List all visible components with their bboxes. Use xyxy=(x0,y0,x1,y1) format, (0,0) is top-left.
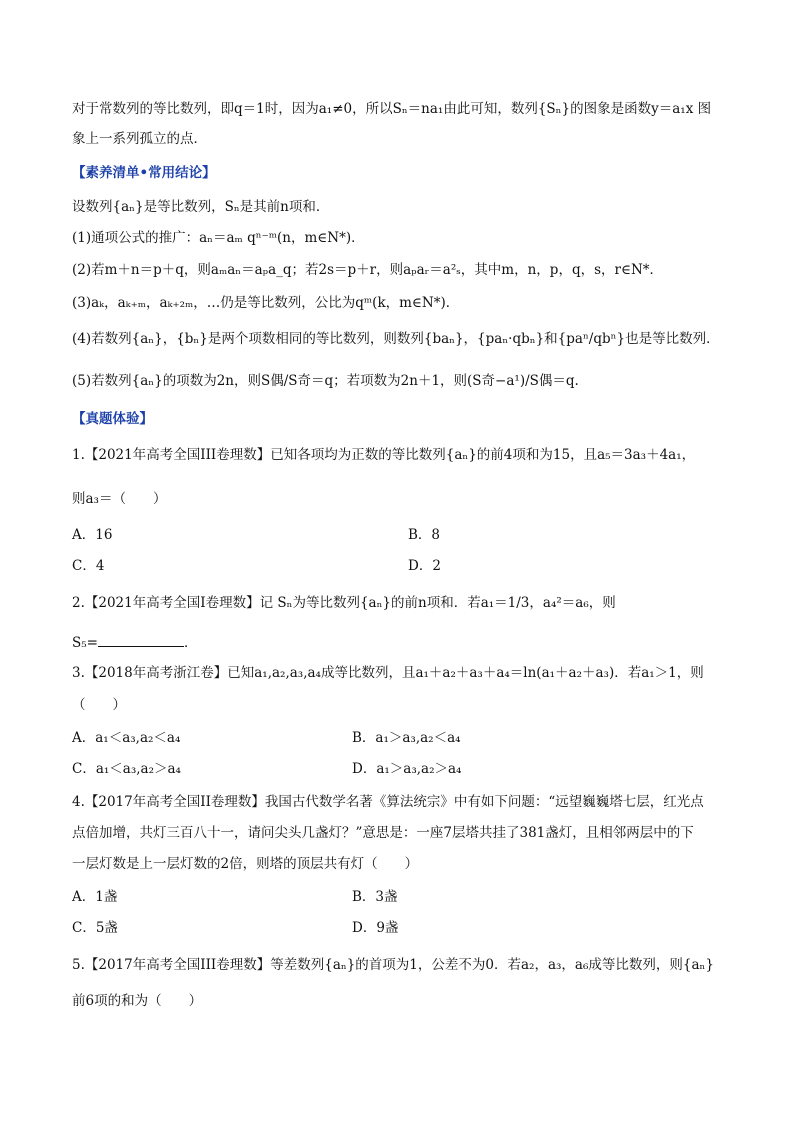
q5-stem-line-2: 前6项的和为（ ） xyxy=(72,993,203,1009)
q2-s5-label: S₅= xyxy=(72,635,98,651)
conclusion-item-5: (5)若数列{aₙ}的项数为2n，则S偶/S奇＝q；若项数为2n＋1，则(S奇−a¹)/S偶＝q. xyxy=(72,373,579,389)
q1-option-b[interactable]: B．8 xyxy=(408,527,441,543)
q4-option-d[interactable]: D．9盏 xyxy=(352,920,399,936)
q3-option-a[interactable]: A．a₁＜a₃,a₂＜a₄ xyxy=(72,730,181,746)
intro-line-1: 对于常数列的等比数列，即q＝1时，因为a₁≠0，所以Sₙ＝na₁由此可知，数列{Sₙ}的图象是函数y＝a₁x 图 xyxy=(72,101,712,117)
q4-option-c[interactable]: C．5盏 xyxy=(72,920,118,936)
section-header-conclusions: 【素养清单•常用结论】 xyxy=(72,165,216,181)
q2-stem-line-2 xyxy=(72,634,197,652)
q1-stem-line-1: 1.【2021年高考全国III卷理数】已知各项均为正数的等比数列{aₙ}的前4项和为15，且a₅＝3a₃＋4a₁， xyxy=(72,447,696,463)
section-header-exams: 【真题体验】 xyxy=(72,411,153,427)
q4-option-a[interactable]: A．1盏 xyxy=(72,889,118,905)
conclusion-item-4: (4)若数列{aₙ}，{bₙ}是两个项数相同的等比数列，则数列{baₙ}，{paₙ·qbₙ}和{paⁿ/qbⁿ}也是等比数列． xyxy=(72,331,720,347)
q3-option-c[interactable]: C．a₁＜a₃,a₂＞a₄ xyxy=(72,761,181,777)
conclusion-item-2: (2)若m＋n＝p＋q，则aₘaₙ＝aₚa_q；若2s＝p＋r，则aₚaᵣ＝a²ₛ，其中m，n，p，q，s，r∈N*． xyxy=(72,262,664,278)
conclusion-item-1: (1)通项公式的推广：aₙ＝aₘ qⁿ⁻ᵐ(n，m∈N*)． xyxy=(72,230,365,246)
q3-option-b[interactable]: B．a₁＞a₃,a₂＜a₄ xyxy=(352,730,461,746)
q1-option-c[interactable]: C．4 xyxy=(72,558,105,574)
q2-stem-line-1: 2.【2021年高考全国I卷理数】记 Sₙ为等比数列{aₙ}的前n项和．若a₁＝1/3，a₄²＝a₆，则 xyxy=(72,595,616,611)
q1-stem-line-2: 则a₃＝（ ） xyxy=(72,491,167,507)
q4-option-b[interactable]: B．3盏 xyxy=(352,889,398,905)
q2-answer-blank[interactable] xyxy=(98,634,184,647)
q5-stem-line-1: 5.【2017年高考全国III卷理数】等差数列{aₙ}的首项为1，公差不为0．若a₂，a₃，a₆成等比数列，则{aₙ} xyxy=(72,957,714,973)
q2-end-mark: ． xyxy=(183,635,198,651)
q4-stem-line-1: 4.【2017年高考全国II卷理数】我国古代数学名著《算法统宗》中有如下问题：“远望巍巍塔七层，红光点 xyxy=(72,794,704,810)
conclusion-item-3: (3)aₖ，aₖ₊ₘ，aₖ₊₂ₘ，…仍是等比数列，公比为qᵐ(k，m∈N*)． xyxy=(72,295,460,311)
q3-stem-line-2: （ ） xyxy=(72,697,126,713)
intro-line-2: 象上一系列孤立的点． xyxy=(72,131,207,147)
q3-stem-line-1: 3.【2018年高考浙江卷】已知a₁,a₂,a₃,a₄成等比数列，且a₁＋a₂＋a₃＋a₄＝ln(a₁＋a₂＋a₃)．若a₁＞1，则 xyxy=(72,665,704,681)
q4-stem-line-2: 点倍加增，共灯三百八十一，请问尖头几盏灯？”意思是：一座7层塔共挂了381盏灯，且相邻两层中的下 xyxy=(72,825,694,841)
q4-stem-line-3: 一层灯数是上一层灯数的2倍，则塔的顶层共有灯（ ） xyxy=(72,856,419,872)
conclusions-intro: 设数列{aₙ}是等比数列，Sₙ是其前n项和． xyxy=(72,199,330,215)
q1-option-d[interactable]: D．2 xyxy=(408,558,441,574)
q3-option-d[interactable]: D．a₁＞a₃,a₂＞a₄ xyxy=(352,761,462,777)
q1-option-a[interactable]: A．16 xyxy=(72,527,113,543)
